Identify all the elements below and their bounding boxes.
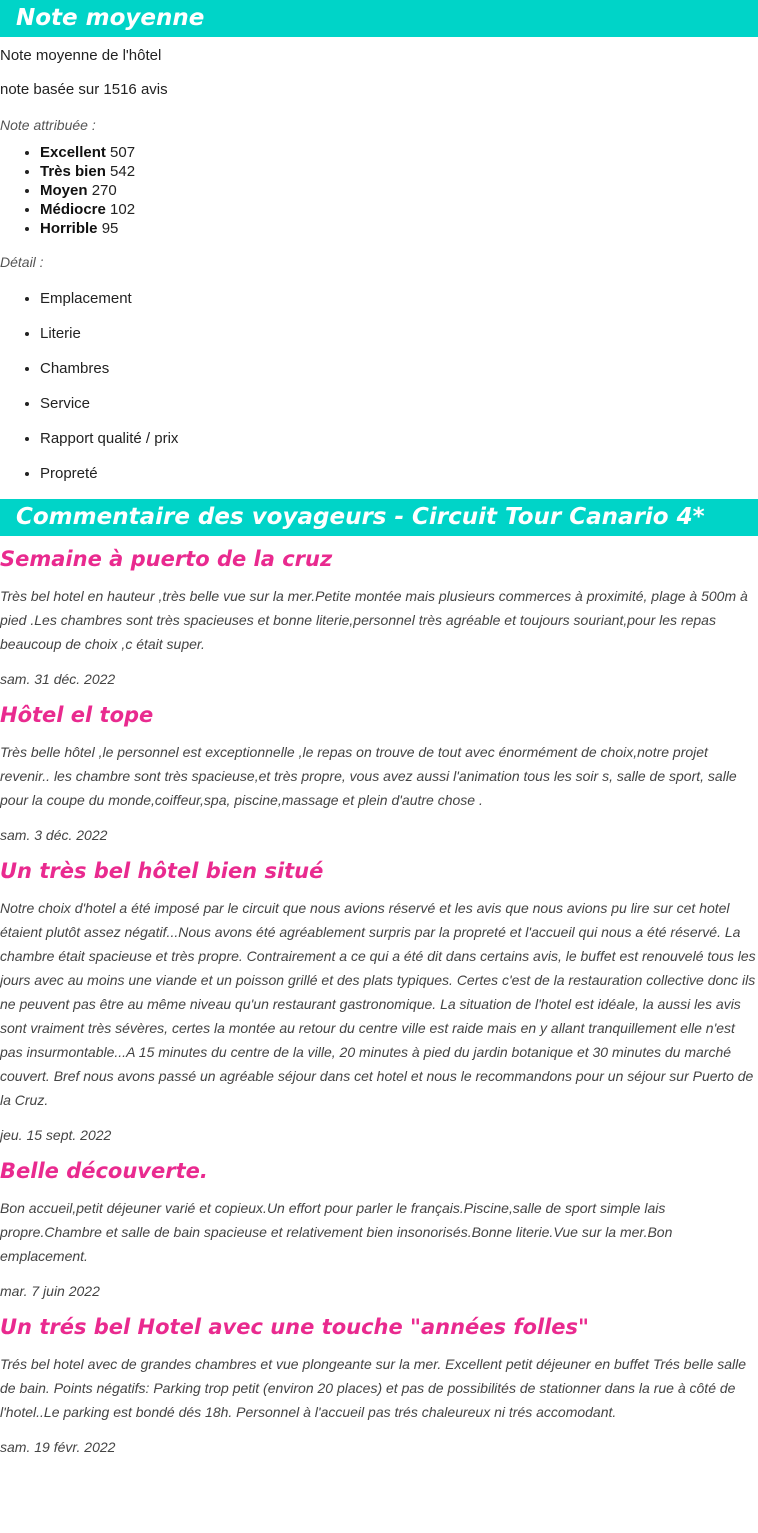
attributed-label: Note attribuée : — [0, 117, 96, 133]
count-label: Horrible — [40, 220, 98, 237]
review-date: sam. 31 déc. 2022 — [0, 671, 116, 687]
review-body: Très bel hotel en hauteur ,très belle vue sur la mer.Petite montée mais plusieurs commerces à proximité, plage à 500m à pied .Les chambres sont très spacieuses et bonne literie,personnel très agréable et toujours souriant,pour les repas beaucoup de choix ,c était super. — [0, 588, 748, 652]
count-label: Excellent — [40, 144, 106, 161]
count-item — [40, 143, 758, 162]
review-title: Semaine à puerto de la cruz — [0, 547, 333, 571]
detail-item: • Propreté — [40, 456, 758, 491]
count-value: 507 — [110, 144, 136, 161]
review-title: Un très bel hôtel bien situé — [0, 859, 324, 883]
rating-details-list — [0, 281, 758, 499]
review-body: Trés bel hotel avec de grandes chambres et vue plongeante sur la mer. Excellent petit déjeuner en buffet Trés belle salle de bain. Points négatifs: Parking trop petit (environ 20 places) et pas de possibilités de stationner dans la rue à côté de l'hotel..Le parking est bondé dés 18h. Personnel à l'accueil pas trés chaleureux ni trés accomodant. — [0, 1356, 747, 1420]
count-value: 102 — [110, 201, 136, 218]
detail-item: • Emplacement — [40, 281, 758, 316]
comments-heading: Commentaire des voyageurs - Circuit Tour Canario 4* — [0, 499, 758, 536]
count-label: Médiocre — [40, 201, 106, 218]
detail-item: • Literie — [40, 316, 758, 351]
count-value: 270 — [91, 182, 117, 199]
rating-counts-list — [0, 143, 758, 244]
review-title: Hôtel el tope — [0, 703, 154, 727]
review — [0, 1304, 758, 1460]
count-item — [40, 181, 758, 200]
review — [0, 1148, 758, 1304]
count-item — [40, 162, 758, 181]
rating-heading: Note moyenne — [0, 0, 758, 37]
review-date: sam. 19 févr. 2022 — [0, 1439, 116, 1455]
count-value: 95 — [101, 220, 119, 237]
detail-item: • Chambres — [40, 351, 758, 386]
review-body: Bon accueil,petit déjeuner varié et copieux.Un effort pour parler le français.Piscine,salle de sport simple lais propre.Chambre et salle de bain spacieuse et relativement bien insonorisés.Bonne literie.Vue sur la mer.Bon emplacement. — [0, 1200, 673, 1264]
review-title: Un trés bel Hotel avec une touche "années folles" — [0, 1315, 589, 1339]
review-date: jeu. 15 sept. 2022 — [0, 1127, 112, 1143]
detail-label: Détail : — [0, 254, 44, 270]
rating-subtitle: Note moyenne de l'hôtel — [0, 47, 162, 64]
count-item — [40, 200, 758, 219]
review-body: Notre choix d'hotel a été imposé par le circuit que nous avions réservé et les avis que nous avions pu lire sur cet hotel étaient plutôt assez négatif...Nous avons été agréablement surpris par la propreté et l'accueil qui nous a été réservé. La chambre était spacieuse et très propre. Contrairement a ce qui a été dit dans certains avis, le buffet est renouvelé tous les jours avec au moins une viande et un poisson grillé et des plats typiques. Certes c'est de la restauration collective donc ils ne peuvent pas être au même niveau qu'un restaurant gastronomique. La situation de l'hotel est idéale, la aussi les avis sont vraiment très sévères, certes la montée au retour du centre ville est raide mais en y allant tranquillement elle n'est pas insurmontable...A 15 minutes du centre de la ville, 20 minutes à pied du jardin botanique et 30 minutes du marché couvert. Bref nous avons passé un agréable séjour dans cet hotel et nous le recommandons pour un séjour sur Puerto de la Cruz. — [0, 900, 756, 1108]
count-item — [40, 219, 758, 238]
review-title: Belle découverte. — [0, 1159, 208, 1183]
review — [0, 692, 758, 848]
count-label: Moyen — [40, 182, 88, 199]
review-date: sam. 3 déc. 2022 — [0, 827, 108, 843]
review-date: mar. 7 juin 2022 — [0, 1283, 100, 1299]
rating-based-on: note basée sur 1516 avis — [0, 81, 168, 98]
count-label: Très bien — [40, 163, 106, 180]
review-body: Très belle hôtel ,le personnel est exceptionnelle ,le repas on trouve de tout avec énormément de choix,notre projet revenir.. les chambre sont très spacieuse,et très propre, vous avez aussi l'animation tous les soir s, salle de sport, salle pour la coupe du monde,coiffeur,spa, piscine,massage et plein d'autre chose . — [0, 744, 737, 808]
detail-item: • Service — [40, 386, 758, 421]
detail-item: • Rapport qualité / prix — [40, 421, 758, 456]
review — [0, 536, 758, 692]
count-value: 542 — [110, 163, 136, 180]
review — [0, 848, 758, 1148]
